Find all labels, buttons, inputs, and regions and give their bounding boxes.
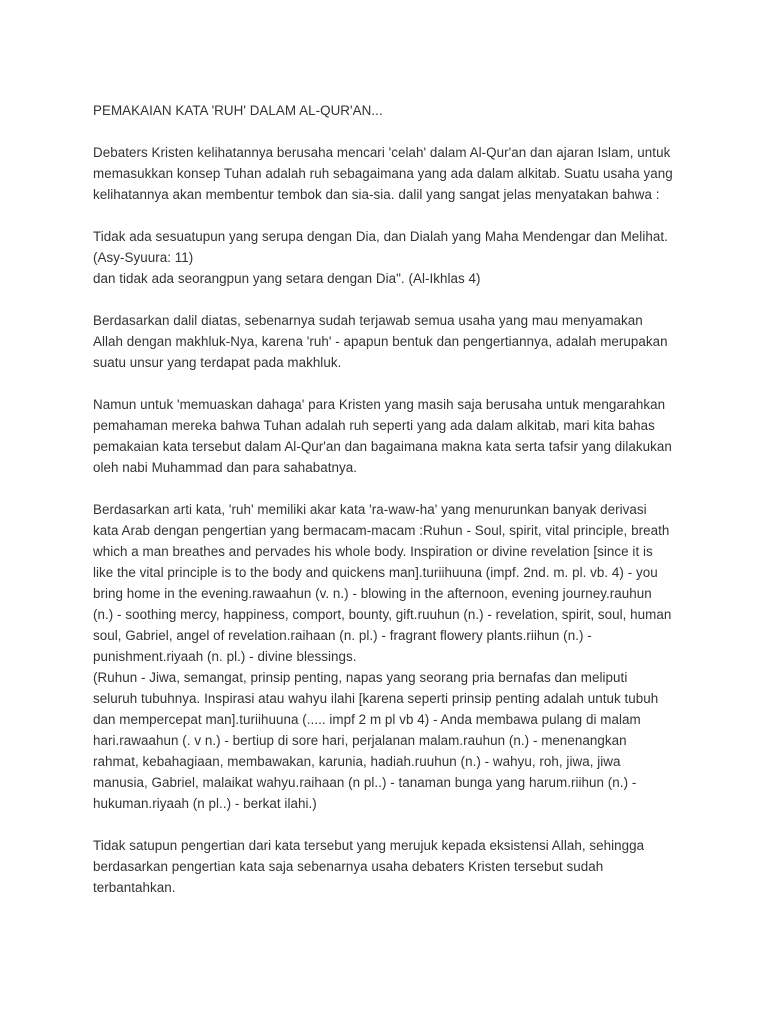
paragraph-line: hukuman.riyaah (n pl..) - berkat ilahi.) xyxy=(93,796,317,811)
paragraph-line: Berdasarkan dalil diatas, sebenarnya sudah terjawab semua usaha yang mau menyamakan xyxy=(93,313,643,328)
paragraph-line: Debaters Kristen kelihatannya berusaha mencari 'celah' dalam Al-Qur'an dan ajaran Islam, untuk xyxy=(93,145,671,160)
document-page xyxy=(93,100,683,919)
paragraph-line: suatu unsur yang terdapat pada makhluk. xyxy=(93,355,342,370)
paragraph-line: rahmat, kebahagiaan, membawakan, karunia, hadiah.ruuhun (n.) - wahyu, roh, jiwa, jiwa xyxy=(93,754,621,769)
paragraph-etymology xyxy=(93,499,683,814)
paragraph-line: pemakaian kata tersebut dalam Al-Qur'an dan bagaimana makna kata serta tafsir yang dilakukan xyxy=(93,439,672,454)
paragraph-line: pemahaman mereka bahwa Tuhan adalah ruh seperti yang ada dalam alkitab, mari kita bahas xyxy=(93,418,655,433)
paragraph-line: Tidak satupun pengertian dari kata tersebut yang merujuk kepada eksistensi Allah, sehingga xyxy=(93,838,645,853)
paragraph-line: Tidak ada sesuatupun yang serupa dengan Dia, dan Dialah yang Maha Mendengar dan Melihat. xyxy=(93,229,668,244)
paragraph-line: like the vital principle is to the body and quickens man].turiihuuna (impf. 2nd. m. pl. vb. 4) - you xyxy=(93,565,658,580)
paragraph-line: which a man breathes and pervades his whole body. Inspiration or divine revelation [since it is xyxy=(93,544,653,559)
paragraph-quote xyxy=(93,226,683,289)
paragraph-line: Berdasarkan arti kata, 'ruh' memiliki akar kata 'ra-waw-ha' yang menurunkan banyak derivasi xyxy=(93,502,647,517)
paragraph-line: (Ruhun - Jiwa, semangat, prinsip penting, napas yang seorang pria bernafas dan meliputi xyxy=(93,670,628,685)
paragraph-line: seluruh tubuhnya. Inspirasi atau wahyu ilahi [karena seperti prinsip penting adalah untuk tubuh xyxy=(93,691,659,706)
paragraph-line: kata Arab dengan pengertian yang bermacam-macam :Ruhun - Soul, spirit, vital principle, breath xyxy=(93,523,670,538)
paragraph-line: Allah dengan makhluk-Nya, karena 'ruh' - apapun bentuk dan pengertiannya, adalah merupakan xyxy=(93,334,668,349)
paragraph-line: soul, Gabriel, angel of revelation.raihaan (n. pl.) - fragrant flowery plants.riihun (n.) - xyxy=(93,628,592,643)
paragraph-line: terbantahkan. xyxy=(93,880,176,895)
paragraph-line: (n.) - soothing mercy, happiness, comport, bounty, gift.ruuhun (n.) - revelation, spirit, soul, human xyxy=(93,607,672,622)
paragraph-line: memasukkan konsep Tuhan adalah ruh sebagaimana yang ada dalam alkitab. Suatu usaha yang xyxy=(93,166,673,181)
paragraph-argument xyxy=(93,310,683,373)
paragraph-conclusion xyxy=(93,835,683,898)
paragraph-discussion xyxy=(93,394,683,478)
paragraph-line: Namun untuk 'memuaskan dahaga' para Kristen yang masih saja berusaha untuk mengarahkan xyxy=(93,397,666,412)
paragraph-line: dan mempercepat man].turiihuuna (..... impf 2 m pl vb 4) - Anda membawa pulang di malam xyxy=(93,712,641,727)
paragraph-line: hari.rawaahun (. v n.) - bertiup di sore hari, perjalanan malam.rauhun (n.) - menenangkan xyxy=(93,733,627,748)
paragraph-line: kelihatannya akan membentur tembok dan sia-sia. dalil yang sangat jelas menyatakan bahwa : xyxy=(93,187,660,202)
paragraph-line: berdasarkan pengertian kata saja sebenarnya usaha debaters Kristen tersebut sudah xyxy=(93,859,604,874)
paragraph-line: bring home in the evening.rawaahun (v. n.) - blowing in the afternoon, evening journey.rauhun xyxy=(93,586,652,601)
paragraph-line: dan tidak ada seorangpun yang setara dengan Dia". (Al-Ikhlas 4) xyxy=(93,271,481,286)
paragraph-line: manusia, Gabriel, malaikat wahyu.raihaan (n pl..) - tanaman bunga yang harum.riihun (n.) - xyxy=(93,775,637,790)
paragraph-line: oleh nabi Muhammad dan para sahabatnya. xyxy=(93,460,357,475)
paragraph-intro xyxy=(93,142,683,205)
paragraph-line: punishment.riyaah (n. pl.) - divine blessings. xyxy=(93,649,357,664)
document-title: PEMAKAIAN KATA 'RUH' DALAM AL-QUR'AN... xyxy=(93,103,383,118)
paragraph-line: (Asy-Syuura: 11) xyxy=(93,250,194,265)
